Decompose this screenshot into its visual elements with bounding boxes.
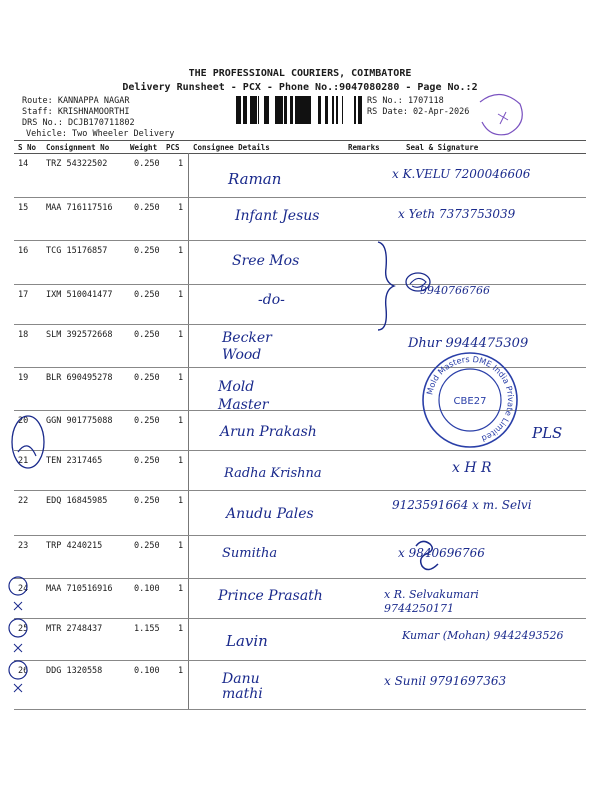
header-bottom-line: [14, 153, 586, 154]
staff-label: Staff: KRISHNAMOORTHI: [22, 107, 130, 117]
row-divider: [14, 618, 586, 619]
consignee-handwriting: Anudu Pales: [226, 506, 314, 522]
row-sno: 24: [18, 584, 29, 594]
signature-handwriting: x R. Selvakumari 9744250171: [384, 588, 479, 615]
consignee-handwriting: Lavin: [226, 632, 268, 650]
col-pcs: PCS: [166, 143, 180, 152]
signature-scribble: [412, 536, 446, 576]
row-sno: 15: [18, 203, 29, 213]
row-pcs: 1: [178, 330, 184, 340]
col-remarks: Remarks: [348, 143, 380, 152]
consignee-handwriting: Sumitha: [222, 546, 278, 561]
signature-handwriting: 9940766766: [420, 284, 490, 297]
signature-scribble: [402, 268, 436, 302]
col-weight: Weight: [130, 143, 158, 152]
row-sno: 21: [18, 456, 29, 466]
runsheet-subtitle: Delivery Runsheet - PCX - Phone No.:9047080280 - Page No.:2: [122, 82, 478, 93]
row-sno: 22: [18, 496, 29, 506]
row-sno: 20: [18, 416, 29, 426]
company-title: THE PROFESSIONAL COURIERS, COIMBATORE: [188, 68, 412, 79]
signature-handwriting: Dhur 9944475309: [408, 336, 529, 351]
col-consignment: Consignment No: [46, 143, 110, 152]
bracket-mark: [372, 238, 402, 334]
row-consignment-no: EDQ 16845985: [46, 496, 108, 506]
row-consignment-no: TRZ 54322502: [46, 159, 108, 169]
row-divider: [14, 197, 586, 198]
row-divider: [14, 709, 586, 710]
row-consignment-no: MAA 710516916: [46, 584, 113, 594]
rs-number: RS No.: 1707118: [367, 96, 444, 106]
drs-number: DRS No.: DCJB170711802: [22, 118, 135, 128]
row-divider: [14, 324, 586, 325]
row-pcs: 1: [178, 496, 184, 506]
col-consignee: Consignee Details: [193, 143, 270, 152]
row-weight: 0.250: [134, 496, 160, 506]
row-consignment-no: BLR 690495278: [46, 373, 113, 383]
signature-handwriting: x Yeth 7373753039: [398, 207, 516, 221]
row-pcs: 1: [178, 624, 184, 634]
row-weight: 0.250: [134, 246, 160, 256]
row-sno: 16: [18, 246, 29, 256]
vehicle-label: Vehicle: Two Wheeler Delivery: [26, 129, 175, 139]
row-divider: [14, 535, 586, 536]
row-consignment-no: MAA 716117516: [46, 203, 113, 213]
row-weight: 0.250: [134, 290, 160, 300]
consignee-handwriting: Arun Prakash: [220, 424, 317, 440]
row-sno: 19: [18, 373, 29, 383]
col-sno: S No: [18, 143, 37, 152]
row-sno: 23: [18, 541, 29, 551]
consignee-handwriting: Radha Krishna: [224, 466, 322, 481]
consignee-handwriting: Raman: [228, 170, 282, 188]
row-weight: 0.100: [134, 666, 160, 676]
row-weight: 0.250: [134, 203, 160, 213]
row-pcs: 1: [178, 290, 184, 300]
consignee-handwriting: Infant Jesus: [235, 208, 320, 224]
signature-handwriting: x K.VELU 7200046606: [392, 167, 531, 181]
consignee-handwriting: Danu mathi: [222, 671, 263, 702]
row-pcs: 1: [178, 203, 184, 213]
row-divider: [14, 284, 586, 285]
row-weight: 1.155: [134, 624, 160, 634]
row-divider: [14, 450, 586, 451]
row-weight: 0.250: [134, 541, 160, 551]
consignee-handwriting: Sree Mos: [232, 253, 300, 269]
row-pcs: 1: [178, 456, 184, 466]
row-consignment-no: TCG 15176857: [46, 246, 108, 256]
row-pcs: 1: [178, 159, 184, 169]
row-consignment-no: IXM 510041477: [46, 290, 113, 300]
row-sno: 25: [18, 624, 29, 634]
row-divider: [14, 490, 586, 491]
row-pcs: 1: [178, 541, 184, 551]
row-weight: 0.250: [134, 330, 160, 340]
consignee-handwriting: Becker Wood: [222, 330, 272, 363]
consignee-handwriting: Mold Master: [218, 379, 269, 413]
row-divider: [14, 578, 586, 579]
row-weight: 0.100: [134, 584, 160, 594]
row-sno: 26: [18, 666, 29, 676]
row-consignment-no: DDG 1320558: [46, 666, 103, 676]
margin-circle-mark: [8, 408, 48, 474]
signature-handwriting: 9123591664 x m. Selvi: [392, 498, 532, 512]
signature-handwriting: x Sunil 9791697363: [384, 674, 507, 688]
signature-handwriting: Kumar (Mohan) 9442493526: [402, 629, 564, 642]
row-sno: 14: [18, 159, 29, 169]
margin-circle-mark: [6, 574, 30, 694]
row-pcs: 1: [178, 416, 184, 426]
row-consignment-no: SLM 392572668: [46, 330, 113, 340]
row-pcs: 1: [178, 373, 184, 383]
stamp-center-text: CBE27: [453, 396, 487, 407]
consignee-handwriting: Prince Prasath: [218, 588, 323, 604]
row-divider: [14, 660, 586, 661]
company-stamp: [420, 350, 520, 450]
row-pcs: 1: [178, 666, 184, 676]
rs-date: RS Date: 02-Apr-2026: [367, 107, 470, 117]
consignee-handwriting: -do-: [258, 292, 285, 308]
row-consignment-no: TEN 2317465: [46, 456, 103, 466]
row-weight: 0.250: [134, 416, 160, 426]
row-pcs: 1: [178, 246, 184, 256]
row-sno: 17: [18, 290, 29, 300]
row-weight: 0.250: [134, 159, 160, 169]
col-seal: Seal & Signature: [406, 143, 479, 152]
row-consignment-no: TRP 4240215: [46, 541, 103, 551]
row-weight: 0.250: [134, 456, 160, 466]
row-sno: 18: [18, 330, 29, 340]
signature-handwriting: x H R: [452, 460, 492, 476]
signature-handwriting: x 9840696766: [398, 546, 485, 560]
row-pcs: 1: [178, 584, 184, 594]
route-label: Route: KANNAPPA NAGAR: [22, 96, 130, 106]
stamp-ring-text: Mold Masters DME India Private Limited: [424, 353, 517, 444]
consignee-divider: [188, 153, 189, 709]
page-number-mark: [470, 84, 530, 144]
signature-handwriting: PLS: [532, 424, 563, 442]
barcode: [236, 96, 362, 124]
row-weight: 0.250: [134, 373, 160, 383]
row-divider: [14, 240, 586, 241]
row-consignment-no: MTR 2748437: [46, 624, 103, 634]
header-top-line: [14, 140, 586, 141]
row-consignment-no: GGN 901775088: [46, 416, 113, 426]
